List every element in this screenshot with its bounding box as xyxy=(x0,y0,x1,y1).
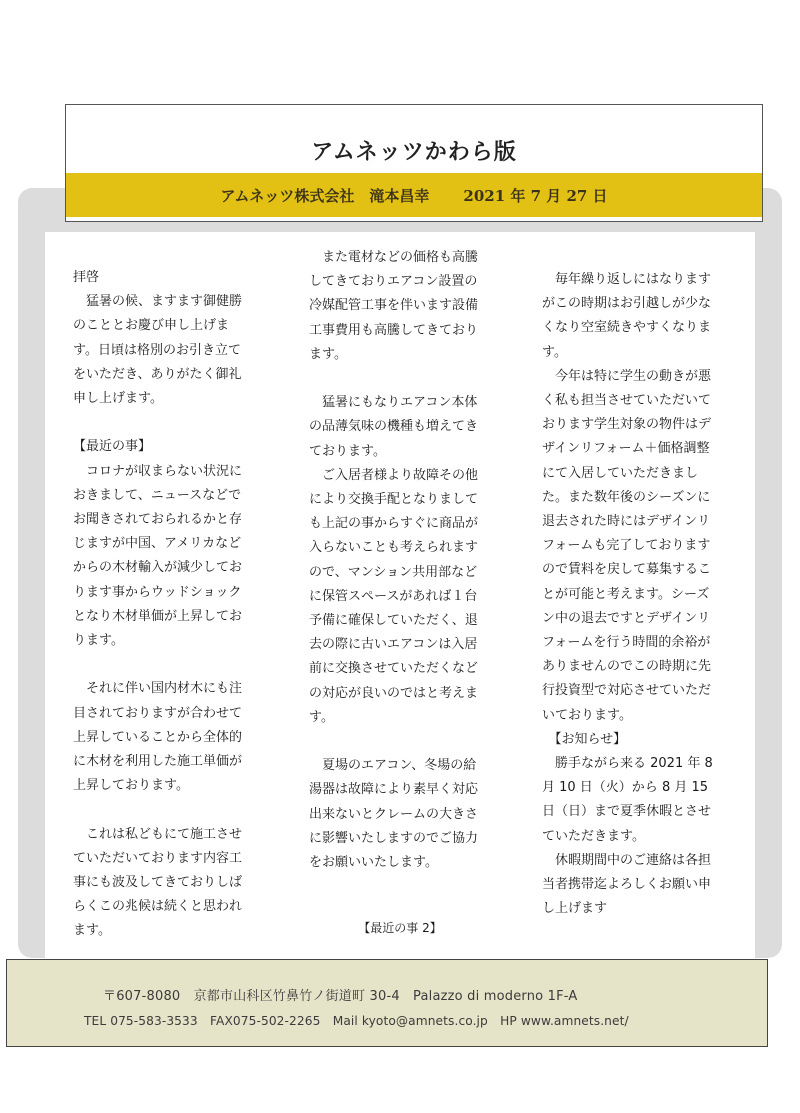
footer-contact: TEL 075-583-3533 FAX075-502-2265 Mail kyoto@amnets.co.jp HP www.amnets.net/ xyxy=(84,1014,629,1028)
section-caption: 【最近の事 2】 xyxy=(358,921,442,935)
article-column-1: 拝啓 猛暑の候、ますます御健勝のこととお慶び申し上げます。日頃は格別のお引き立てをいただき、ありがたく御礼申し上げます。 【最近の事】 コロナが収まらない状況におきまして、ニュースなどでお聞きされておられるかと存じますが中国、アメリカなどからの木材輸入が減少しております事からウッドショックとなり木材単価が上昇しております。 それに伴い国内材木にも注目されておりますが合わせて上昇していることから全体的に木材を利用した施工単価が上昇しております。 これは私どもにて施工させていただいております内容工事にも波及してきておりしばらくこの兆候は続くと思われます。 xyxy=(73,270,243,939)
footer-address: 〒607-8080 京都市山科区竹鼻竹ノ街道町 30-4 Palazzo di moderno 1F-A xyxy=(103,989,578,1004)
contact-footer xyxy=(6,959,768,1047)
article-column-2: また電材などの価格も高騰してきておりエアコン設置の冷媒配管工事を伴います設備工事費用も高騰してきております。 猛暑にもなりエアコン本体の品薄気味の機種も増えてきております。 ご入居者様より故障その他により交換手配となりましても上記の事からすぐに商品が入らないことも考えられますので、マンション共用部などに保管スペースがあれば１台予備に確保していただく、退去の際に古いエアコンは入居前に交換させていただくなどの対応が良いのではと考えます。 夏場のエアコン、冬場の給湯器は故障により素早く対応出来ないとクレームの大きさに影響いたしますのでご協力をお願いいたします。 xyxy=(309,250,479,871)
newsletter-header xyxy=(65,104,763,222)
article-column-3: 毎年繰り返しにはなりますがこの時期はお引越しが少なくなり空室続きやすくなります。 今年は特に学生の動きが悪く私も担当させていただいております学生対象の物件はデザインリフォーム＋価格調整にて入居していただきました。また数年後のシーズンに退去された時にはデザインリフォームも完了しておりますので賃料を戻して募集することが可能と考えます。シーズン中の退去ですとデザインリフォームを行う時間的余裕がありませんのでこの時期に先行投資型で対応させていただいております。 【お知らせ】 勝手ながら来る 2021 年 8 月 10 日（火）から 8 月 15 日（日）まで夏季休暇とさせていただきます。 休暇期間中のご連絡は各担当者携帯迄よろしくお願い申し上げます xyxy=(542,272,713,917)
issue-date: 2021 年 7 月 27 日 xyxy=(463,186,608,205)
newsletter-title: アムネッツかわら版 xyxy=(311,139,517,165)
company-author: アムネッツ株式会社 滝本昌幸 xyxy=(220,186,430,205)
subtitle-band xyxy=(66,173,762,217)
